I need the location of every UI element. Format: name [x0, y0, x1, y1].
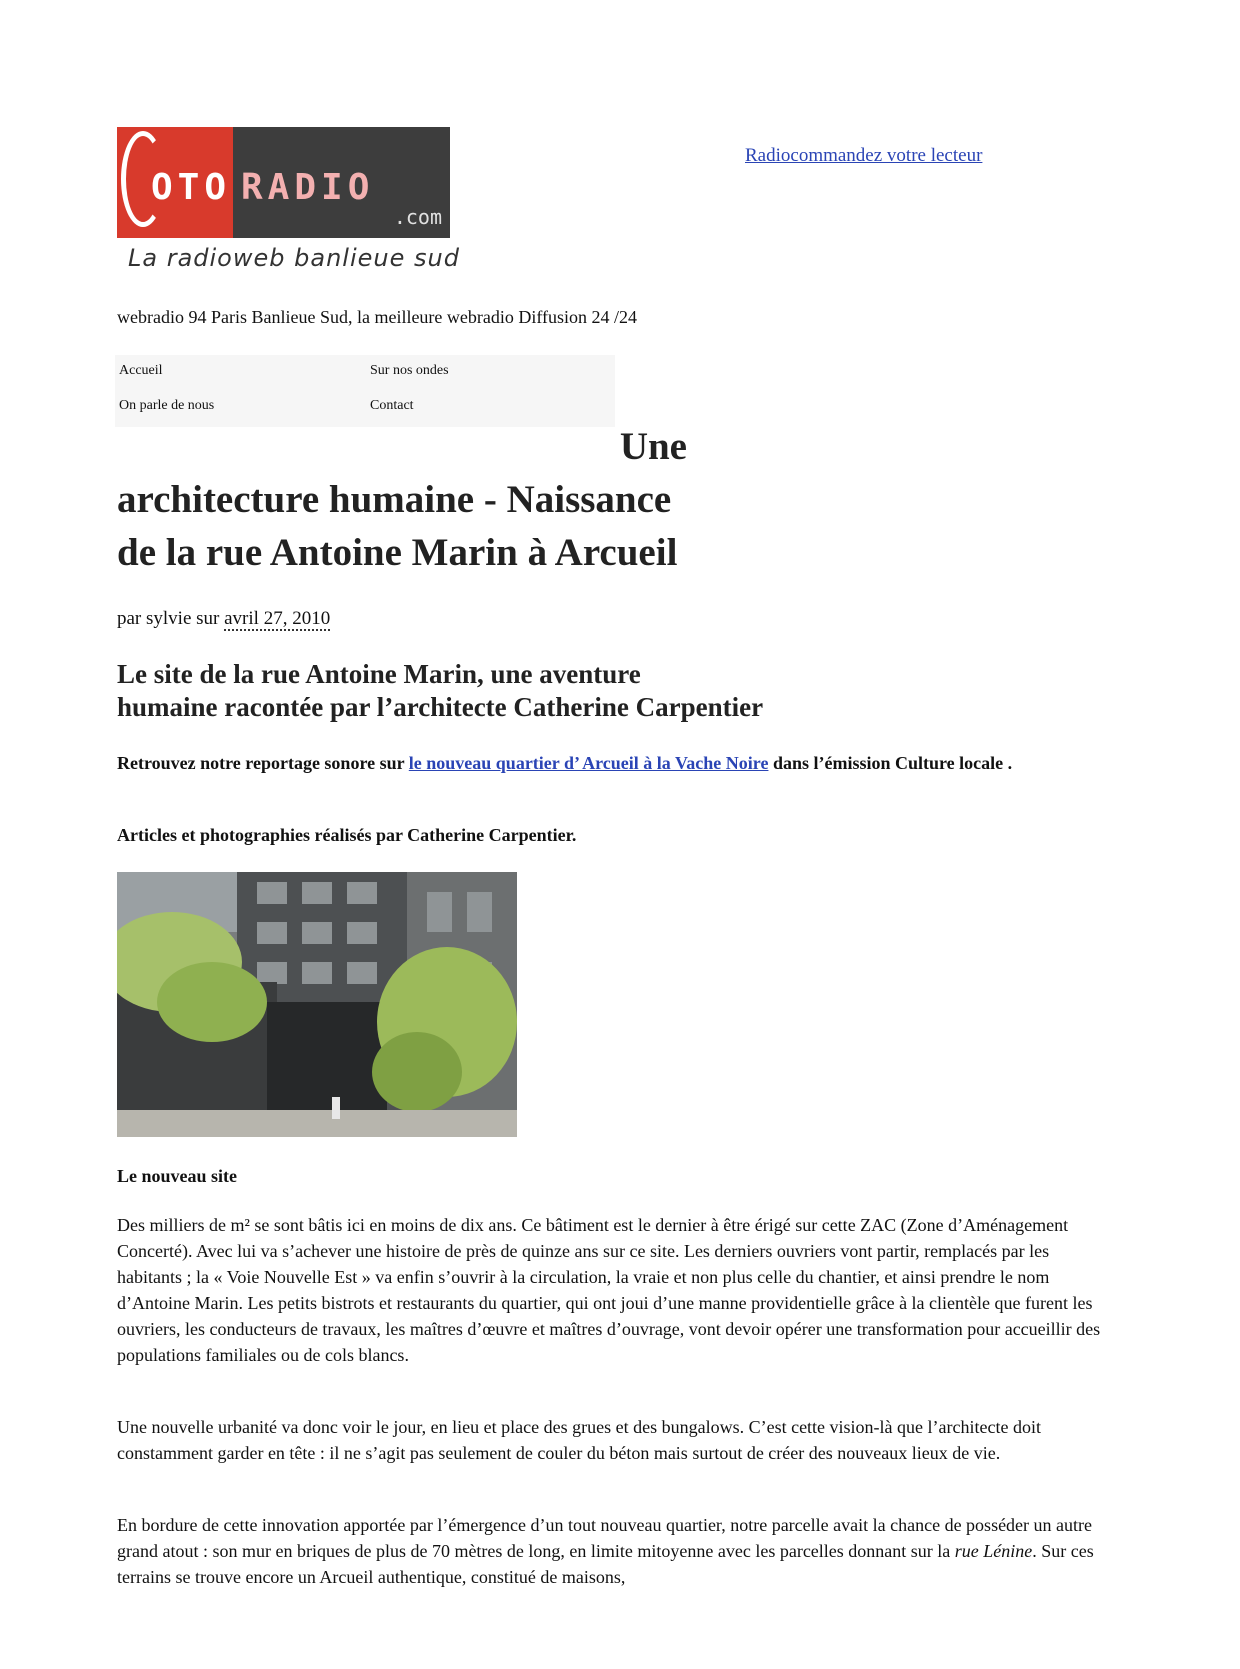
- nav-item-contact[interactable]: Contact: [370, 398, 414, 413]
- title-line-3: de la rue Antoine Marin à Arcueil: [117, 531, 678, 574]
- site-description: webradio 94 Paris Banlieue Sud, la meilleure webradio Diffusion 24 /24: [117, 307, 638, 327]
- paragraph-3-text-1: En bordure de cette innovation apportée par l’émergence d’un tout nouveau quartier, notre parcelle avait la chance de posséder un autre grand atout : son mur en briques de plus de 70 mètres de long, en limite mitoyenne avec les parcelles donnant sur la: [117, 1515, 1093, 1561]
- byline-date[interactable]: avril 27, 2010: [224, 608, 331, 629]
- paragraph-2: Une nouvelle urbanité va donc voir le jour, en lieu et place des grues et des bungalows. C’est cette vision-là que l’architecte doit constamment garder en tête : il ne s’agit pas seulement de couler du béton mais surtout de créer des nouveaux lieux de vie.: [117, 1417, 1041, 1463]
- logo-text-main: OTO: [151, 167, 232, 208]
- intro-text-1: Retrouvez notre reportage sonore sur: [117, 753, 405, 773]
- logo-dark-panel: [233, 127, 450, 238]
- title-line-2: architecture humaine - Naissance: [117, 478, 672, 521]
- paragraph-3-street: rue Lénine: [954, 1541, 1033, 1561]
- building-photo-graphic: [117, 872, 517, 1137]
- article-credits: Articles et photographies réalisés par Catherine Carpentier.: [117, 825, 577, 845]
- nav-item-on-parle-de-nous[interactable]: On parle de nous: [119, 398, 215, 413]
- title-line-1: Une: [619, 425, 687, 468]
- article-byline: [117, 608, 330, 630]
- main-nav: [115, 355, 615, 427]
- article-intro: [117, 750, 1107, 776]
- subtitle-line-1: Le site de la rue Antoine Marin, une aventure: [117, 659, 641, 689]
- logo-text-second: RADIO: [241, 167, 375, 208]
- paragraph-3: [117, 1512, 1107, 1590]
- paragraph-1: Des milliers de m² se sont bâtis ici en moins de dix ans. Ce bâtiment est le dernier à être érigé sur cette ZAC (Zone d’Aménagement Concerté). Avec lui va s’achever une histoire de près de quinze ans sur ce site. Les derniers ouvriers vont partir, remplacés par les habitants ; la « Voie Nouvelle Est » va enfin s’ouvrir à la circulation, la vraie et non plus celle du chantier, et ainsi prendre le nom d’Antoine Marin. Les petits bistrots et restaurants du quartier, qui ont joui d’une manne providentielle grâce à la clientèle que furent les ouvriers, les conducteurs de travaux, les maîtres d’œuvre et maîtres d’ouvrage, vont devoir opérer une transformation pour accueillir des populations familiales ou de cols blancs.: [117, 1215, 1101, 1365]
- logo-tagline: La radioweb banlieue sud: [128, 244, 460, 272]
- building-photo: [117, 872, 517, 1137]
- byline-prefix: par sylvie sur: [117, 608, 220, 629]
- logo-text-com: .com: [393, 205, 442, 229]
- subtitle-line-2: humaine racontée par l’architecte Catherine Carpentier: [117, 692, 764, 722]
- logo-red-panel: [117, 127, 233, 238]
- nav-item-accueil[interactable]: Accueil: [119, 363, 163, 378]
- nav-item-sur-nos-ondes[interactable]: Sur nos ondes: [370, 363, 449, 378]
- site-logo[interactable]: [117, 127, 450, 238]
- article-title: [117, 420, 737, 579]
- intro-text-2: dans l’émission Culture locale .: [772, 753, 1013, 773]
- article-subtitle: [117, 658, 917, 724]
- radiocommand-link[interactable]: Radiocommandez votre lecteur: [745, 145, 983, 166]
- paragraph-3-text-2: . Sur ces terrains se trouve encore un Arcueil authentique, constitué de maisons,: [117, 1541, 1094, 1587]
- reportage-link[interactable]: le nouveau quartier d’ Arcueil à la Vache Noire: [408, 753, 769, 773]
- section-title: Le nouveau site: [117, 1166, 238, 1186]
